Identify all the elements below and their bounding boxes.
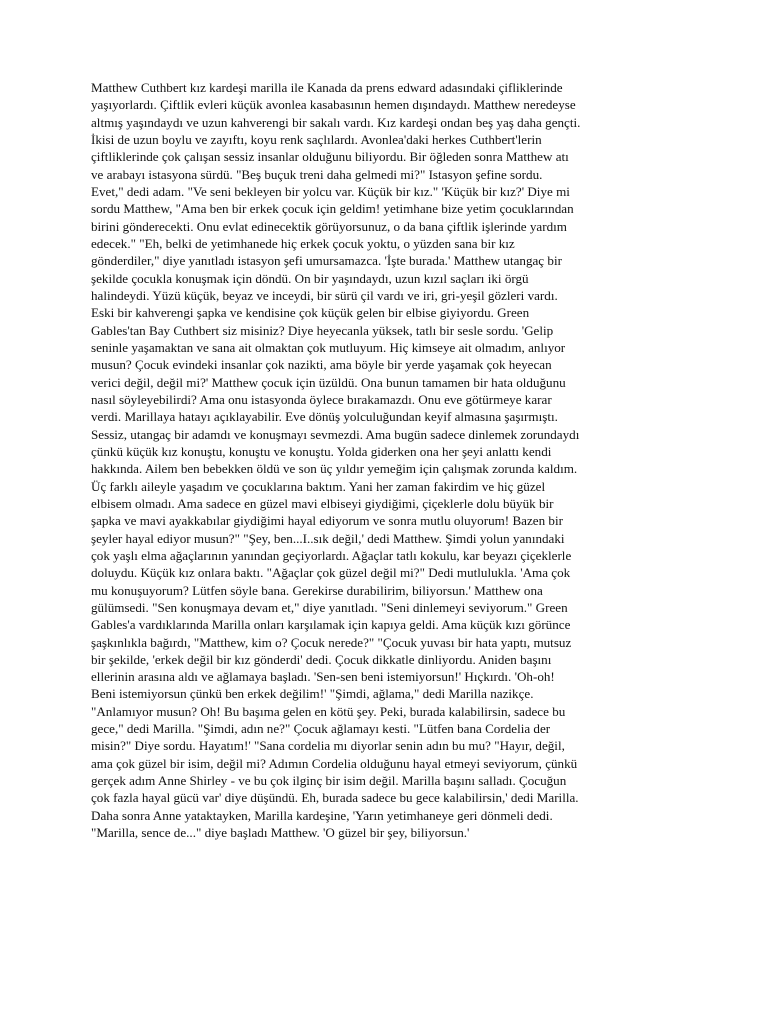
text-line: yaşıyorlardı. Çiftlik evleri küçük avonlea kasabasının hemen dışındaydı. Matthew neredeyse	[91, 97, 576, 113]
text-line: Üç farklı aileyle yaşadım ve çocuklarına baktım. Yani her zaman fakirdim ve hiç güzel	[91, 478, 546, 494]
text-line: şeyler hayal ediyor musun?" "Şey, ben...I..sık değil,' dedi Matthew. Şimdi yolun yanındaki	[91, 530, 565, 546]
text-line: gönderdiler," diye yanıtladı istasyon şefi umursamazca. 'İşte burada.' Matthew utangaç bir	[91, 253, 562, 269]
text-line: misin?" Diye sordu. Hayatım!' "Sana cordelia mı diyorlar senin adın bu mu? "Hayır, değil,	[91, 738, 565, 754]
text-line: şekilde çocukla konuşmak için döndü. On bir yaşındaydı, uzun kızıl saçları iki örgü	[91, 270, 529, 286]
text-line: altmış yaşındaydı ve uzun kahverengi bir sakalı vardı. Kız kardeşi ondan beş yaş daha gençti.	[91, 114, 581, 130]
text-line: şapka ve mavi ayakkabılar giydiğimi hayal ediyorum ve sonra mutlu oluyorum! Bazen bir	[91, 513, 563, 529]
text-line: hakkında. Ailem ben bebekken öldü ve son üç yıldır yemeğim için çalışmak zorunda kaldım.	[91, 461, 578, 477]
text-line: çiftliklerinde çok çalışan sessiz insanlar olduğunu biliyordu. Bir öğleden sonra Matthew atı	[91, 149, 569, 165]
text-line: musun? Çocuk evindeki insanlar çok nazikti, ama böyle bir yerde yaşamak çok heyecan	[91, 357, 552, 373]
text-line: gülümsedi. "Sen konuşmaya devam et," diye yanıtladı. "Seni dinlemeyi seviyorum." Green	[91, 599, 568, 615]
text-line: edecek." "Eh, belki de yetimhanede hiç erkek çocuk yoktu, o yüzden sana bir kız	[91, 235, 515, 251]
text-line: ellerinin arasına aldı ve ağlamaya başladı. 'Sen-sen beni istemiyorsun!' Hıçkırdı. 'Oh-oh!	[91, 669, 555, 685]
text-line: gerçek adım Anne Shirley - ve bu çok ilginç bir isim değil. Marilla başını salladı. Çocuğun	[91, 773, 567, 789]
text-line: Gables'tan Bay Cuthbert siz misiniz? Diye heyecanla yüksek, tatlı bir sesle sordu. 'Gelip	[91, 322, 554, 338]
text-line: ve arabayı istasyona sürdü. "Beş buçuk treni daha gelmedi mi?" Istasyon şefine sordu.	[91, 166, 543, 182]
text-line: bir şekilde, 'erkek değil bir kız gönderdi' dedi. Çocuk dikkatle dinliyordu. Aniden başını	[91, 651, 552, 667]
text-line: halindeydi. Yüzü küçük, beyaz ve inceydi, bir sürü çil vardı ve iri, gri-yeşil gözleri vardı.	[91, 287, 558, 303]
text-line: Eski bir kahverengi şapka ve kendisine çok küçük gelen bir elbise giyiyordu. Green	[91, 305, 530, 321]
text-line: Gables'a vardıklarında Marilla onları karşılamak için kapıya geldi. Ama küçük kızı görünce	[91, 617, 571, 633]
text-line: çok yaşlı elma ağaçlarının yanından geçiyorlardı. Ağaçlar tatlı kokulu, kar beyazı çiçeklerle	[91, 547, 572, 563]
text-line: İkisi de uzun boylu ve zayıftı, koyu renk saçlılardı. Avonlea'daki herkes Cuthbert'lerin	[91, 131, 542, 147]
text-line: "Marilla, sence de..." diye başladı Matthew. 'O güzel bir şey, biliyorsun.'	[91, 825, 470, 841]
text-line: gece," dedi Marilla. "Şimdi, adın ne?" Çocuk ağlamayı kesti. "Lütfen bana Cordelia der	[91, 721, 551, 737]
text-line: sordu Matthew, "Ama ben bir erkek çocuk için geldim! yetimhane bize yetim çocuklarından	[91, 201, 574, 217]
text-line: birini gönderecekti. Onu evlat edinecektik görüyorsunuz, o da bana çiftlik işlerinde yardım	[91, 218, 567, 234]
text-line: elbisem olmadı. Ama sadece en güzel mavi elbiseyi giydiğimi, çiçeklerle dolu büyük bir	[91, 495, 554, 511]
body-text	[91, 79, 681, 841]
text-line: Beni istemiyorsun çünkü ben erkek değilim!' "Şimdi, ağlama," dedi Marilla nazikçe.	[91, 686, 534, 702]
text-line: Matthew Cuthbert kız kardeşi marilla ile Kanada da prens edward adasındaki çifliklerinde	[91, 80, 563, 95]
text-line: nasıl söyleyebilirdi? Ama onu istasyonda öylece bırakamazdı. Onu eve götürmeye karar	[91, 391, 552, 407]
text-line: ama çok güzel bir isim, değil mi? Adımın Cordelia olduğunu hayal etmeyi seviyorum, çünkü	[91, 755, 578, 771]
text-line: Daha sonra Anne yataktayken, Marilla kardeşine, 'Yarın yetimhaneye geri dönmeli dedi.	[91, 807, 553, 823]
text-line: mu konuşuyorum? Lütfen söyle bana. Gerekirse durabilirim, biliyorsun.' Matthew ona	[91, 582, 543, 598]
text-line: verdi. Marillaya hatayı açıklayabilir. Eve dönüş yolculuğundan keyif almasına şaşırmıştı.	[91, 409, 558, 425]
text-line: verici değil, değil mi?' Matthew çocuk için üzüldü. Ona bunun tamamen bir hata olduğunu	[91, 374, 566, 390]
text-line: Sessiz, utangaç bir adamdı ve konuşmayı sevmezdi. Ama bugün sadece dinlemek zorundaydı	[91, 426, 580, 442]
text-line: doluydu. Küçük kız onlara baktı. "Ağaçlar çok güzel değil mi?" Dedi mutlulukla. 'Ama çok	[91, 565, 571, 581]
text-line: çünkü küçük kız konuştu, konuştu ve konuştu. Yolda giderken ona her şeyi anlattı kendi	[91, 443, 552, 459]
text-line: şaşkınlıkla bağırdı, "Matthew, kim o? Çocuk nerede?" "Çocuk yuvası bir hata yaptı, mutsuz	[91, 634, 572, 650]
text-line: "Anlamıyor musun? Oh! Bu başıma gelen en kötü şey. Peki, burada kalabilirsin, sadece bu	[91, 703, 566, 719]
text-line: çok fazla hayal gücü var' diye düşündü. Eh, burada sadece bu gece kalabilirsin,' dedi Marilla.	[91, 790, 579, 806]
text-line: seninle yaşamaktan ve sana ait olmaktan çok mutluyum. Hiç kimseye ait olmadım, anlıyor	[91, 339, 566, 355]
text-line: Evet," dedi adam. "Ve seni bekleyen bir yolcu var. Küçük bir kız." 'Küçük bir kız?' Diye mi	[91, 183, 570, 199]
